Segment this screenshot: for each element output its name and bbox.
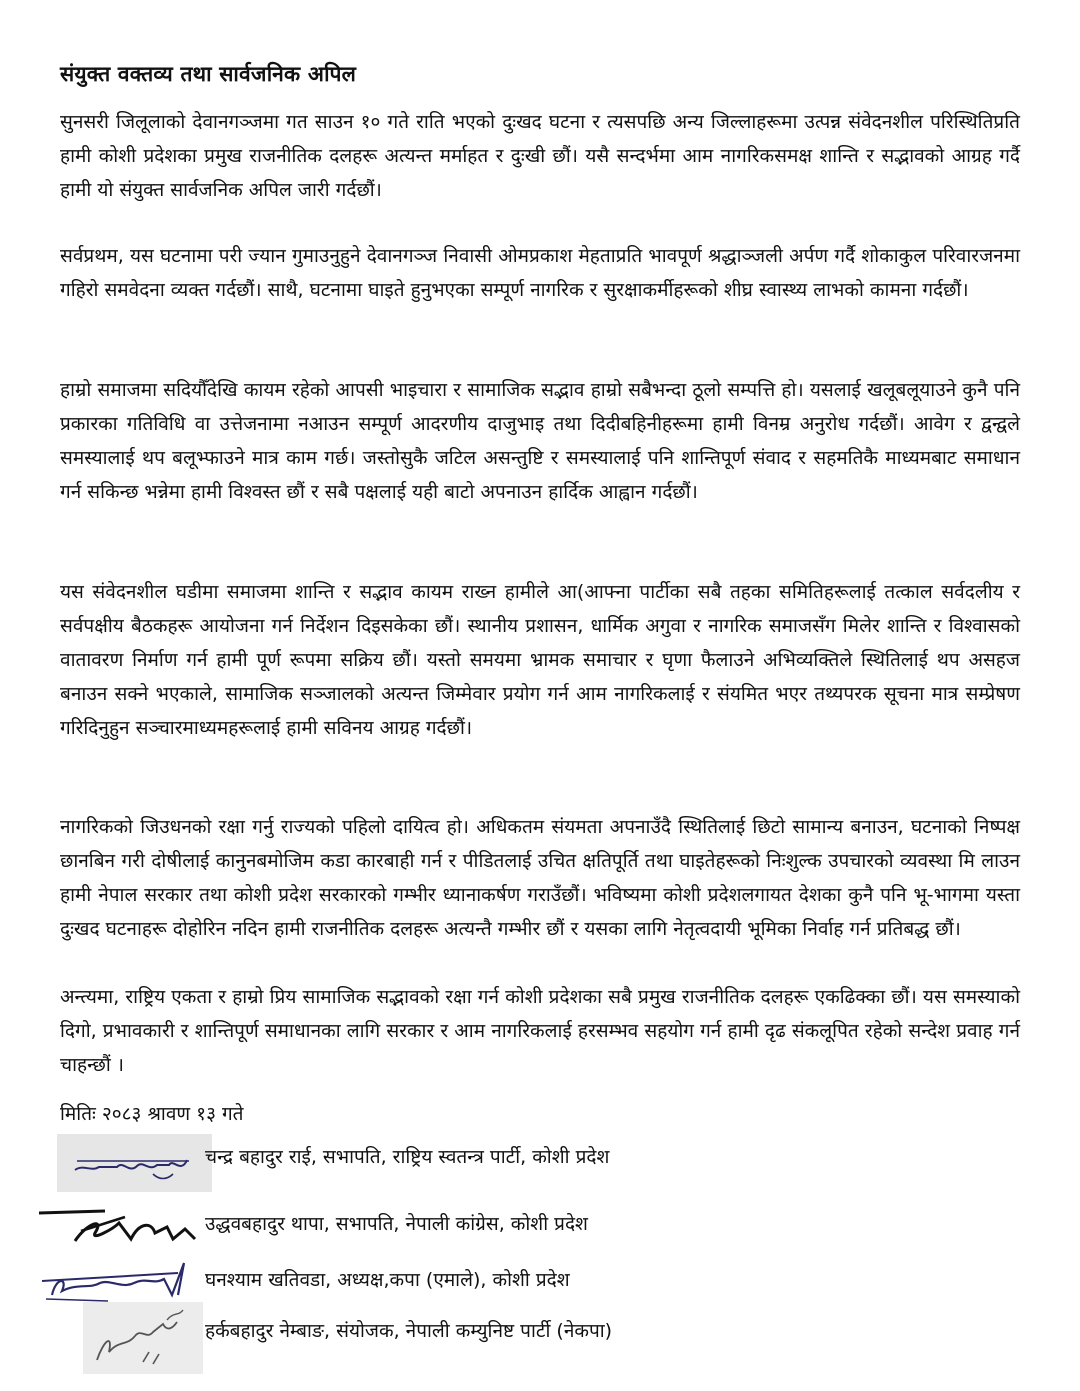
- signatory-row: [0, 1302, 1080, 1378]
- signatory-name: घनश्याम खतिवडा, अध्यक्ष,कपा (एमाले), कोशी प्रदेश: [205, 1269, 570, 1291]
- paragraph-conclusion: अन्त्यमा, राष्ट्रिय एकता र हाम्रो प्रिय सामाजिक सद्भावको रक्षा गर्न कोशी प्रदेशका सबै प्रमुख राजनीतिक दलहरू एकढिक्का छौं। यस समस्याको दिगो, प्रभावकारी र शान्तिपूर्ण समाधानका लागि सरकार र आम नागरिकलाई हरसम्भव सहयोग गर्न हामी दृढ संकलूपित रहेको सन्देश प्रवाह गर्न चाहन्छौं ।: [60, 986, 1020, 1076]
- handwritten-signature: [83, 1302, 203, 1374]
- handwritten-signature: [35, 1203, 205, 1249]
- paragraph-harmony: हाम्रो समाजमा सदियौँदेखि कायम रहेको आपसी भाइचारा र सामाजिक सद्भाव हाम्रो सबैभन्दा ठूलो सम्पत्ति हो। यसलाई खलूबलूयाउने कुनै पनि प्रकारका गतिविधि वा उत्तेजनामा नआउन सम्पूर्ण आदरणीय दाजुभाइ तथा दिदीबहिनीहरूमा हामी विनम्र अनुरोध गर्दछौं। आवेग र द्वन्द्वले समस्यालाई थप बलूभ्फाउने मात्र काम गर्छ। जस्तोसुकै जटिल असन्तुष्टि र समस्यालाई पनि शान्तिपूर्ण संवाद र सहमतिकै माध्यमबाट समाधान गर्न सकिन्छ भन्नेमा हामी विश्वस्त छौं र सबै पक्षलाई यही बाटो अपनाउन हार्दिक आह्वान गर्दछौं।: [60, 379, 1020, 503]
- signatory-row: [0, 1199, 1080, 1259]
- handwritten-signature: [57, 1134, 212, 1192]
- document-date: मितिः २०८३ श्रावण १३ गते: [60, 1103, 244, 1125]
- paragraph-actions: यस संवेदनशील घडीमा समाजमा शान्ति र सद्भाव कायम राख्न हामीले आ(आफ्ना पार्टीका सबै तहका समितिहरूलाई तत्काल सर्वदलीय र सर्वपक्षीय बैठकहरू आयोजना गर्न निर्देशन दिइसकेका छौं। स्थानीय प्रशासन, धार्मिक अगुवा र नागरिक समाजसँग मिलेर शान्ति र विश्वासको वातावरण निर्माण गर्न हामी पूर्ण रूपमा सक्रिय छौं। यस्तो समयमा भ्रामक समाचार र घृणा फैलाउने अभिव्यक्तिले स्थितिलाई थप असहज बनाउन सक्ने भएकाले, सामाजिक सञ्जालको अत्यन्त जिम्मेवार प्रयोग गर्न आम नागरिकलाई र संयमित भएर तथ्यपरक सूचना मात्र सम्प्रेषण गरिदिनुहुन सञ्चारमाध्यमहरूलाई हामी सविनय आग्रह गर्दछौं।: [60, 581, 1020, 739]
- paragraph-intro: सुनसरी जिलूलाको देवानगञ्जमा गत साउन १० गते राति भएको दुःखद घटना र त्यसपछि अन्य जिल्लाहरूमा उत्पन्न संवेदनशील परिस्थितिप्रति हामी कोशी प्रदेशका प्रमुख राजनीतिक दलहरू अत्यन्त मर्माहत र दुःखी छौं। यसै सन्दर्भमा आम नागरिकसमक्ष शान्ति र सद्भावको आग्रह गर्दै हामी यो संयुक्त सार्वजनिक अपिल जारी गर्दछौं।: [60, 111, 1020, 201]
- signatory-name: चन्द्र बहादुर राई, सभापति, राष्ट्रिय स्वतन्त्र पार्टी, कोशी प्रदेश: [205, 1146, 610, 1168]
- paragraph-condolence: सर्वप्रथम, यस घटनामा परी ज्यान गुमाउनुहुने देवानगञ्ज निवासी ओमप्रकाश मेहताप्रति भावपूर्ण श्रद्धाञ्जली अर्पण गर्दै शोकाकुल परिवारजनमा गहिरो समवेदना व्यक्त गर्दछौं। साथै, घटनामा घाइते हुनुभएका सम्पूर्ण नागरिक र सुरक्षाकर्मीहरूको शीघ्र स्वास्थ्य लाभको कामना गर्दछौं।: [60, 245, 1020, 301]
- handwritten-signature: [38, 1255, 198, 1305]
- document-title: संयुक्त वक्तव्य तथा सार्वजनिक अपिल: [60, 62, 357, 86]
- signatory-name: हर्कबहादुर नेम्बाङ, संयोजक, नेपाली कम्युनिष्ट पार्टी (नेकपा): [205, 1320, 613, 1342]
- signatory-name: उद्धवबहादुर थापा, सभापति, नेपाली कांग्रेस, कोशी प्रदेश: [205, 1213, 588, 1235]
- paragraph-government-demand: नागरिकको जिउधनको रक्षा गर्नु राज्यको पहिलो दायित्व हो। अधिकतम संयमता अपनाउँदै स्थितिलाई छिटो सामान्य बनाउन, घटनाको निष्पक्ष छानबिन गरी दोषीलाई कानुनबमोजिम कडा कारबाही गर्न र पीडितलाई उचित क्षतिपूर्ति तथा घाइतेहरूको निःशुल्क उपचारको व्यवस्था मि लाउन हामी नेपाल सरकार तथा कोशी प्रदेश सरकारको गम्भीर ध्यानाकर्षण गराउँछौं। भविष्यमा कोशी प्रदेशलगायत देशका कुनै पनि भू-भागमा यस्ता दुःखद घटनाहरू दोहोरिन नदिन हामी राजनीतिक दलहरू अत्यन्तै गम्भीर छौं र यसका लागि नेतृत्वदायी भूमिका निर्वाह गर्न प्रतिबद्ध छौं।: [60, 816, 1020, 940]
- signatory-row: [0, 1132, 1080, 1192]
